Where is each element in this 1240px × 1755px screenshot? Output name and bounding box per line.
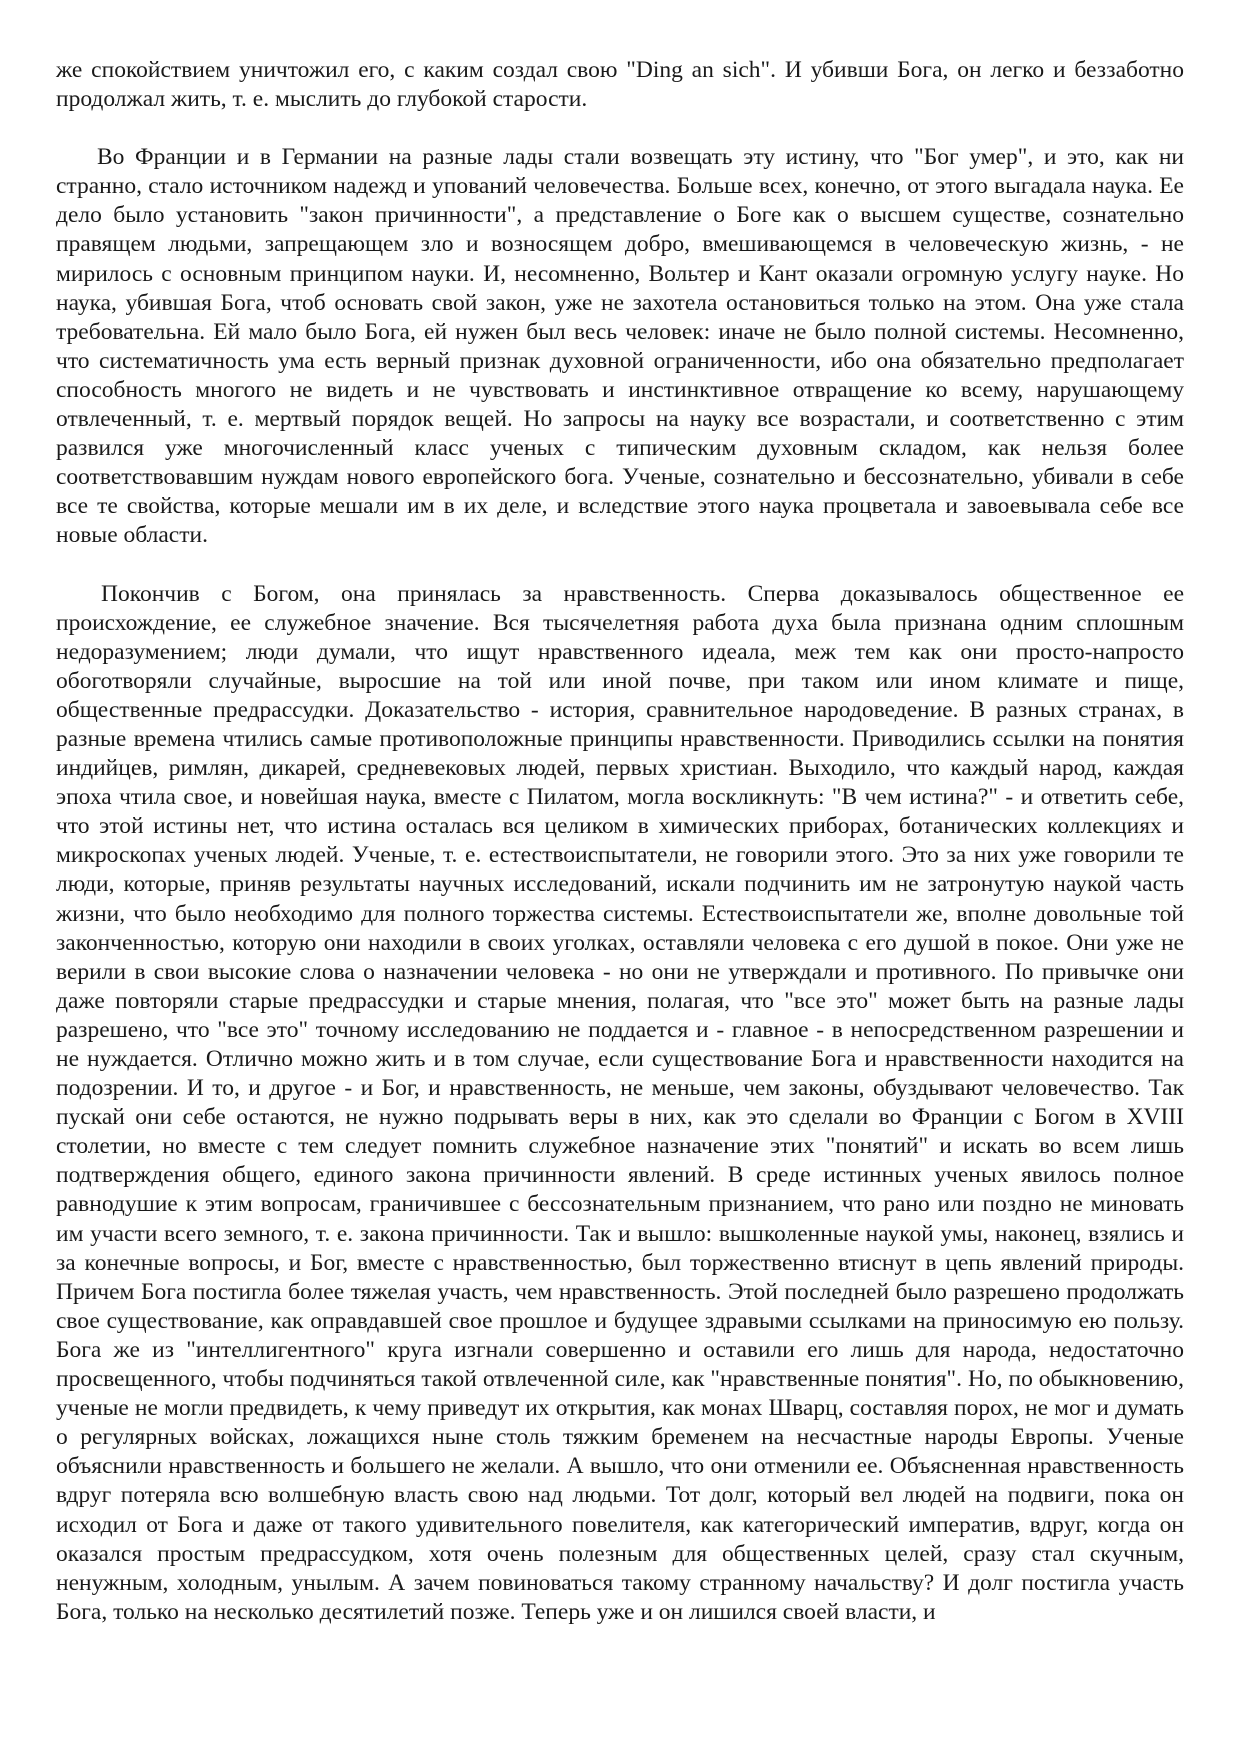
paragraph-1: же спокойствием уничтожил его, с каким создал свою "Ding an sich". И убивши Бога, он легко и беззаботно продолжал жить, т. е. мыслить до глубокой старости.: [56, 57, 1184, 113]
paragraph-2: Во Франции и в Германии на разные лады стали возвещать эту истину, что "Бог умер", и это, как ни странно, стало источником надежд и упований человечества. Больше всех, конечно, от этого выгадала наука. Ее дело было установить "закон причинности", а представление о Боге как о высшем существе, сознательно правящем людьми, запрещающем зло и возносящем добро, вмешивающемся в человеческую жизнь, - не мирилось с основным принципом науки. И, несомненно, Вольтер и Кант оказали огромную услугу науке. Но наука, убившая Бога, чтоб основать свой закон, уже не захотела остановиться только на этом. Она уже стала требовательна. Ей мало было Бога, ей нужен был весь человек: иначе не было полной системы. Несомненно, что систематичность ума есть верный признак духовной ограниченности, ибо она обязательно предполагает способность многого не видеть и не чувствовать и инстинктивное отвращение ко всему, нарушающему отвлеченный, т. е. мертвый порядок вещей. Но запросы на науку все возрастали, и соответственно с этим развился уже многочисленный класс ученых с типическим духовным складом, как нельзя более соответствовавшим нуждам нового европейского бога. Ученые, сознательно и бессознательно, убивали в себе все те свойства, которые мешали им в их деле, и вследствие этого наука процветала и завоевывала себе все новые области.: [56, 144, 1184, 549]
paragraph-3: Покончив с Богом, она принялась за нравственность. Сперва доказывалось общественное ее происхождение, ее служебное значение. Вся тысячелетняя работа духа была признана одним сплошным недоразумением; люди думали, что ищут нравственного идеала, меж тем как они просто-напросто обоготворяли случайные, выросшие на той или иной почве, при таком или ином климате и пище, общественные предрассудки. Доказательство - история, сравнительное народоведение. В разных странах, в разные времена чтились самые противоположные принципы нравственности. Приводились ссылки на понятия индийцев, римлян, дикарей, средневековых людей, первых христиан. Выходило, что каждый народ, каждая эпоха чтила свое, и новейшая наука, вместе с Пилатом, могла воскликнуть: "В чем истина?" - и ответить себе, что этой истины нет, что истина осталась вся целиком в химических приборах, ботанических коллекциях и микроскопах ученых людей. Ученые, т. е. естествоиспытатели, не говорили этого. Это за них уже говорили те люди, которые, приняв результаты научных исследований, искали подчинить им не затронутую наукой часть жизни, что было необходимо для полного торжества системы. Естествоиспытатели же, вполне довольные той законченностью, которую они находили в своих уголках, оставляли человека с его душой в покое. Они уже не верили в свои высокие слова о назначении человека - но они не утверждали и противного. По привычке они даже повторяли старые предрассудки и старые мнения, полагая, что "все это" может быть на разные лады разрешено, что "все это" точному исследованию не поддается и - главное - в непосредственном разрешении и не нуждается. Отлично можно жить и в том случае, если существование Бога и нравственности находится на подозрении. И то, и другое - и Бог, и нравственность, не меньше, чем законы, обуздывают человечество. Так пускай они себе остаются, не нужно подрывать веры в них, как это сделали во Франции с Богом в XVIII столетии, но вместе с тем следует помнить служебное назначение этих "понятий" и искать во всем лишь подтверждения общего, единого закона причинности явлений. В среде истинных ученых явилось полное равнодушие к этим вопросам, граничившее с бессознательным признанием, что рано или поздно не миновать им участи всего земного, т. е. закона причинности. Так и вышло: вышколенные наукой умы, наконец, взялись и за конечные вопросы, и Бог, вместе с нравственностью, был торжественно втиснут в цепь явлений природы. Причем Бога постигла более тяжелая участь, чем нравственность. Этой последней было разрешено продолжать свое существование, как оправдавшей свое прошлое и будущее здравыми ссылками на приносимую ею пользу. Бога же из "интеллигентного" круга изгнали совершенно и оставили его лишь для народа, недостаточно просвещенного, чтобы подчиняться такой отвлеченной силе, как "нравственные понятия". Но, по обыкновению, ученые не могли предвидеть, к чему приведут их открытия, как монах Шварц, составляя порох, не мог и думать о регулярных войсках, ложащихся ныне столь тяжким бременем на несчастные народы Европы. Ученые объяснили нравственность и большего не желали. А вышло, что они отменили ее. Объясненная нравственность вдруг потеряла всю волшебную власть свою над людьми. Тот долг, который вел людей на подвиги, пока он исходил от Бога и даже от такого удивительного повелителя, как категорический императив, вдруг, когда он оказался простым предрассудком, хотя очень полезным для общественных целей, сразу стал скучным, ненужным, холодным, унылым. А зачем повиноваться такому странному начальству? И долг постигла участь Бога, только на несколько десятилетий позже. Теперь уже и он лишился своей власти, и: [56, 580, 1184, 1625]
document-page: [56, 56, 1184, 1627]
